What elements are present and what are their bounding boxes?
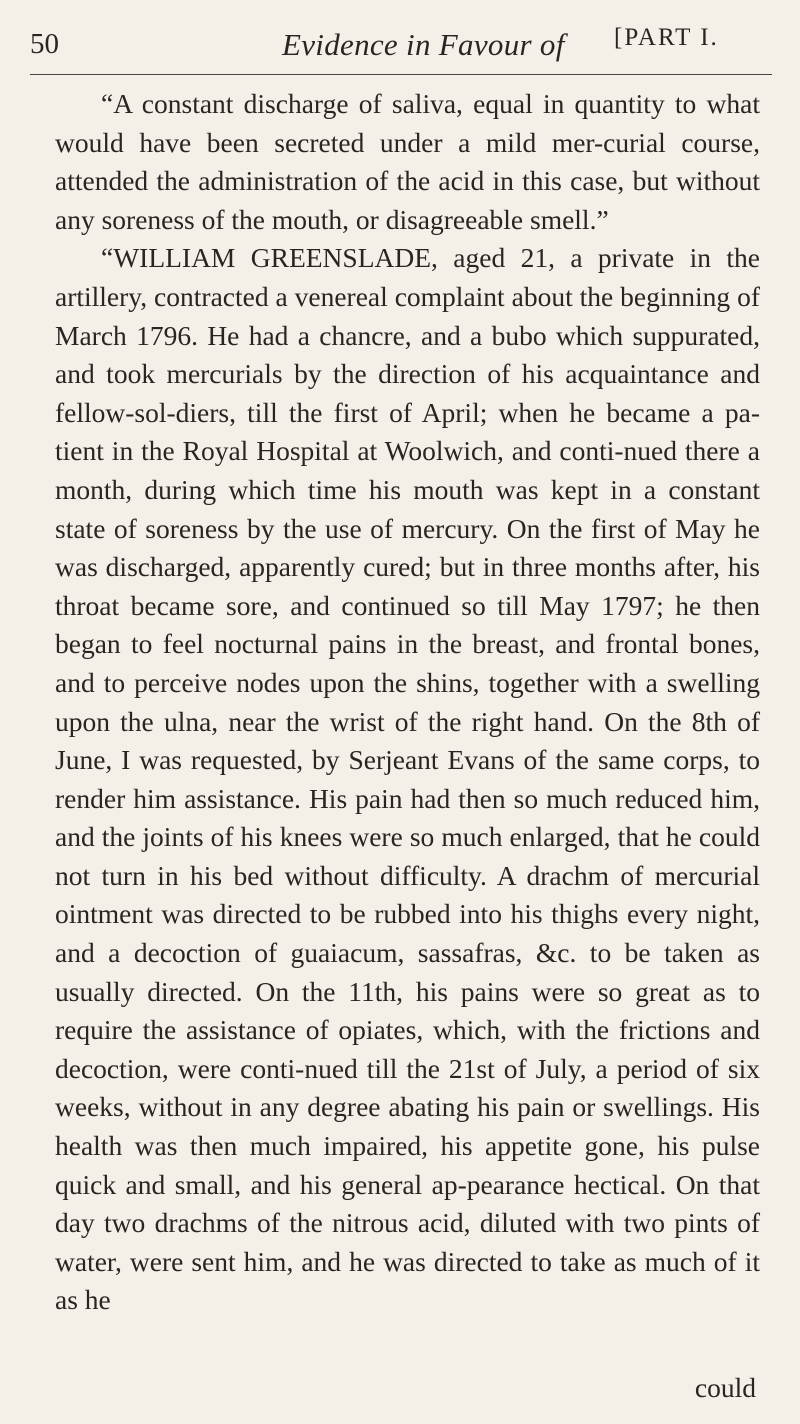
paragraph-2: “WILLIAM GREENSLADE, aged 21, a private in the artillery, contracted a venereal complaint about the beginning of March 1796. He had a chancre, and a bubo which suppurated, and took mercurials by the direction of his acquaintance and fellow-sol-diers, till the first of April; when he became a pa-tient in the Royal Hospital at Woolwich, and conti-nued there a month, during which time his mouth was kept in a constant state of soreness by the use of mercury. On the first of May he was discharged, apparently cured; but in three months after, his throat became sore, and continued so till May 1797; he then began to feel nocturnal pains in the breast, and frontal bones, and to perceive nodes upon the shins, together with a swelling upon the ulna, near the wrist of the right hand. On the 8th of June, I was requested, by Serjeant Evans of the same corps, to render him assistance. His pain had then so much reduced him, and the joints of his knees were so much enlarged, that he could not turn in his bed without difficulty. A drachm of mercurial ointment was directed to be rubbed into his thighs every night, and a decoction of guaiacum, sassafras, &c. to be taken as usually directed. On the 11th, his pains were so great as to require the assistance of opiates, which, with the frictions and decoction, were conti-nued till the 21st of July, a period of six weeks, without in any degree abating his pain or swellings. His health was then much impaired, his appetite gone, his pulse quick and small, and his general ap-pearance hectical. On that day two drachms of the nitrous acid, diluted with two pints of water, were sent him, and he was directed to take as much of it as he <box>55 242 760 1316</box>
page-header <box>30 24 772 75</box>
body-text <box>55 85 760 1320</box>
running-title: Evidence in Favour of <box>282 27 565 62</box>
page-number: 50 <box>30 28 59 60</box>
catchword: could <box>694 1372 756 1403</box>
part-label: [PART I. <box>614 24 719 51</box>
paragraph-1: “A constant discharge of saliva, equal in quantity to what would have been secreted under a mild mer-curial course, attended the administration of the acid in this case, but without any soreness of the mouth, or disagreeable smell.” <box>55 88 760 235</box>
